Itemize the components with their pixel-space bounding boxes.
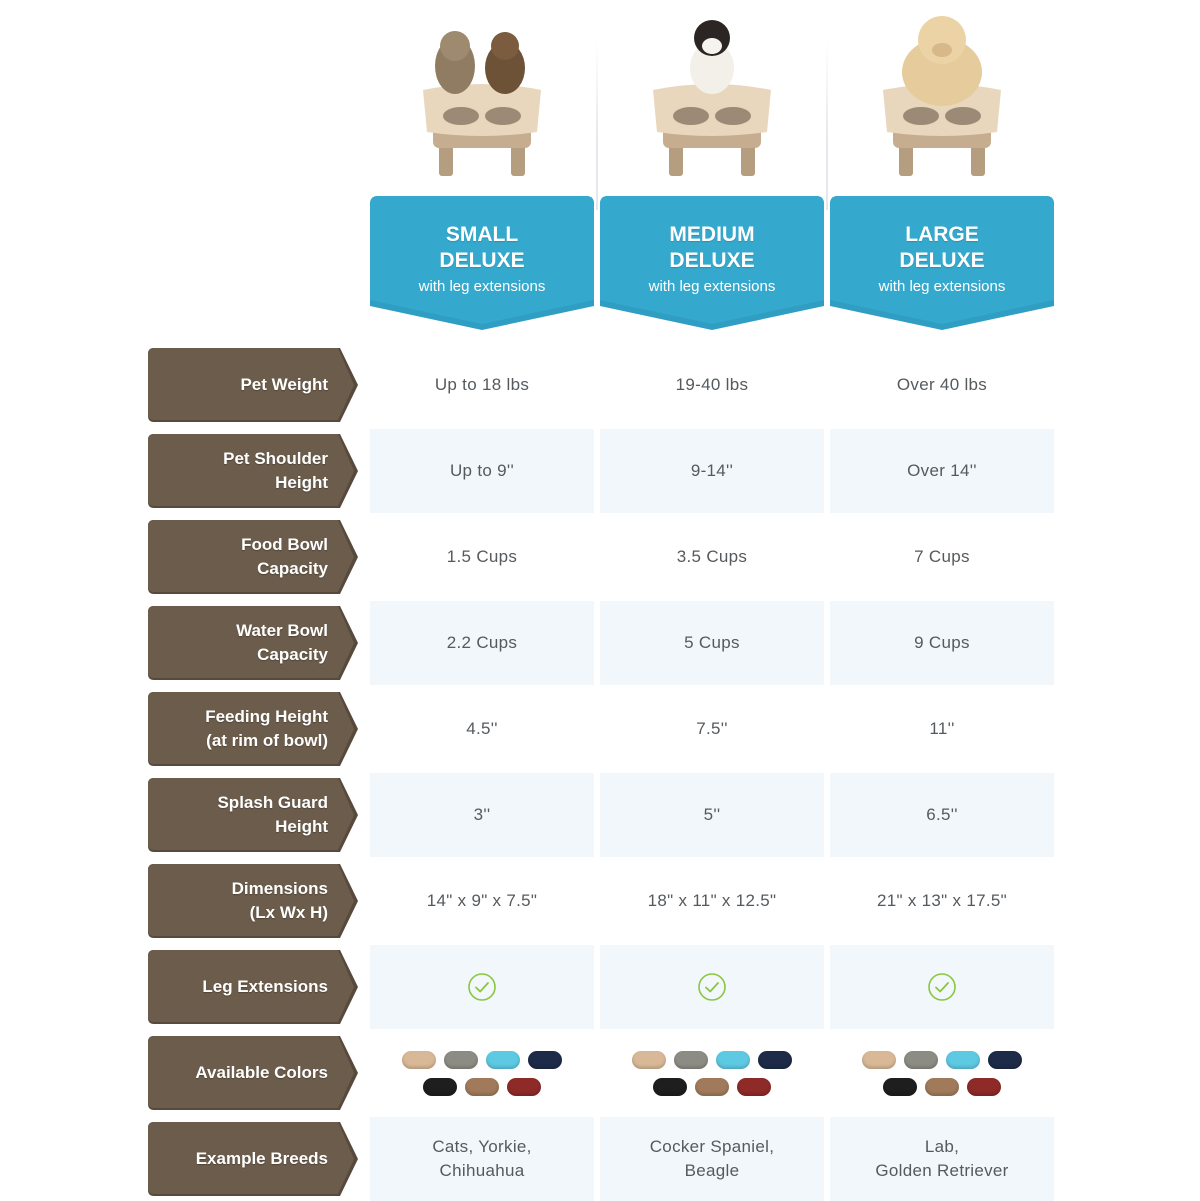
color-swatch <box>653 1078 687 1096</box>
row-label-text: Available Colors <box>195 1063 328 1082</box>
color-swatch <box>904 1051 938 1069</box>
cell-text: Beagle <box>684 1161 740 1180</box>
row-label-text: Height <box>275 473 328 492</box>
color-swatch <box>486 1051 520 1069</box>
column-divider <box>596 40 598 210</box>
check-icon <box>927 972 957 1002</box>
table-cell <box>600 429 824 513</box>
color-swatch <box>528 1051 562 1069</box>
row-label-text: Food Bowl <box>241 535 328 554</box>
row-label-text: Height <box>275 817 328 836</box>
row-label-text: Dimensions <box>231 879 328 898</box>
color-swatch <box>883 1078 917 1096</box>
cell-text: 6.5'' <box>926 805 958 824</box>
column-subtitle: with leg extensions <box>878 278 1006 295</box>
cell-text: 5'' <box>703 805 721 824</box>
check-icon <box>697 972 727 1002</box>
color-swatch <box>402 1051 436 1069</box>
column-title: DELUXE <box>899 249 985 272</box>
table-cell <box>370 773 594 857</box>
labrador-with-feeder-image <box>857 8 1027 188</box>
cell-text: 11'' <box>929 719 955 738</box>
table-cell <box>370 601 594 685</box>
row-label <box>148 520 358 594</box>
column-title: DELUXE <box>669 249 755 272</box>
color-swatches <box>862 1051 1022 1096</box>
table-cell <box>600 687 824 771</box>
cell-text: 3'' <box>473 805 491 824</box>
row-label-text: Water Bowl <box>236 621 328 640</box>
cell-text: 4.5'' <box>466 719 498 738</box>
color-swatch <box>925 1078 959 1096</box>
table-cell <box>830 773 1054 857</box>
table-cell <box>600 945 824 1029</box>
table-cell <box>830 343 1054 427</box>
column-title: DELUXE <box>439 249 525 272</box>
cell-text: 18" x 11" x 12.5" <box>647 891 777 910</box>
cell-text: Lab, <box>924 1137 960 1156</box>
dog-with-feeder-image <box>627 8 797 188</box>
table-cell <box>370 687 594 771</box>
table-cell <box>600 773 824 857</box>
cell-text: 14" x 9" x 7.5" <box>426 891 538 910</box>
cell-text: Up to 18 lbs <box>434 375 530 394</box>
row-label <box>148 778 358 852</box>
color-swatch <box>507 1078 541 1096</box>
row-label <box>148 950 358 1024</box>
column-title: LARGE <box>905 223 979 246</box>
column-title: MEDIUM <box>669 223 755 246</box>
cell-text: 3.5 Cups <box>676 547 748 566</box>
table-cell <box>830 859 1054 943</box>
color-swatches <box>632 1051 792 1096</box>
table-cell <box>370 859 594 943</box>
cell-text: 9 Cups <box>914 633 970 652</box>
row-label-text: Capacity <box>257 559 328 578</box>
cell-text: 7.5'' <box>696 719 728 738</box>
color-swatch <box>632 1051 666 1069</box>
row-label <box>148 348 358 422</box>
color-swatch <box>946 1051 980 1069</box>
cell-text: 2.2 Cups <box>446 633 518 652</box>
row-label <box>148 692 358 766</box>
cell-text: Chihuahua <box>439 1161 525 1180</box>
table-cell <box>600 859 824 943</box>
color-swatches <box>402 1051 562 1096</box>
row-label-text: Pet Shoulder <box>223 449 328 468</box>
cell-text: 5 Cups <box>684 633 740 652</box>
cell-text: 1.5 Cups <box>446 547 518 566</box>
row-label <box>148 1122 358 1196</box>
cat-and-dog-with-feeder-image <box>397 8 567 188</box>
table-cell <box>370 515 594 599</box>
cell-text: 7 Cups <box>914 547 970 566</box>
column-divider <box>826 40 828 210</box>
row-label-text: Capacity <box>257 645 328 664</box>
row-label <box>148 434 358 508</box>
table-cell <box>830 515 1054 599</box>
cell-text: 9-14'' <box>690 461 734 480</box>
column-header <box>600 196 824 334</box>
row-label-text: Splash Guard <box>217 793 328 812</box>
color-swatch <box>988 1051 1022 1069</box>
cell-text: Over 14'' <box>907 461 977 480</box>
row-label-text: Feeding Height <box>205 707 328 726</box>
table-cell <box>830 945 1054 1029</box>
color-swatch <box>716 1051 750 1069</box>
column-header <box>370 196 594 334</box>
column-subtitle: with leg extensions <box>418 278 546 295</box>
column-header <box>830 196 1054 334</box>
color-swatch <box>695 1078 729 1096</box>
cell-text: Cats, Yorkie, <box>432 1137 532 1156</box>
cell-text: 21" x 13" x 17.5" <box>876 891 1007 910</box>
table-cell <box>600 1117 824 1201</box>
check-icon <box>467 972 497 1002</box>
color-swatch <box>444 1051 478 1069</box>
row-label-text: (Lx Wx H) <box>249 903 328 922</box>
table-cell <box>830 429 1054 513</box>
row-label <box>148 864 358 938</box>
table-cell <box>830 687 1054 771</box>
color-swatch <box>674 1051 708 1069</box>
color-swatch <box>967 1078 1001 1096</box>
table-cell <box>830 601 1054 685</box>
row-label-text: Leg Extensions <box>202 977 328 996</box>
row-label-text: (at rim of bowl) <box>206 731 328 750</box>
row-label-text: Example Breeds <box>195 1149 328 1168</box>
cell-text: Golden Retriever <box>875 1161 1009 1180</box>
row-label <box>148 1036 358 1110</box>
color-swatch <box>465 1078 499 1096</box>
table-cell <box>370 1117 594 1201</box>
color-swatch <box>758 1051 792 1069</box>
row-label-text: Pet Weight <box>240 375 328 394</box>
table-cell <box>600 343 824 427</box>
table-cell <box>600 1031 824 1115</box>
table-cell <box>830 1117 1054 1201</box>
cell-text: Up to 9'' <box>449 461 514 480</box>
column-title: SMALL <box>445 223 519 246</box>
table-cell <box>370 1031 594 1115</box>
color-swatch <box>423 1078 457 1096</box>
color-swatch <box>737 1078 771 1096</box>
table-cell <box>830 1031 1054 1115</box>
table-cell <box>600 515 824 599</box>
table-cell <box>370 945 594 1029</box>
column-subtitle: with leg extensions <box>648 278 776 295</box>
color-swatch <box>862 1051 896 1069</box>
row-label <box>148 606 358 680</box>
cell-text: Over 40 lbs <box>896 375 988 394</box>
table-cell <box>600 601 824 685</box>
cell-text: 19-40 lbs <box>675 375 749 394</box>
table-cell <box>370 343 594 427</box>
cell-text: Cocker Spaniel, <box>649 1137 775 1156</box>
table-cell <box>370 429 594 513</box>
